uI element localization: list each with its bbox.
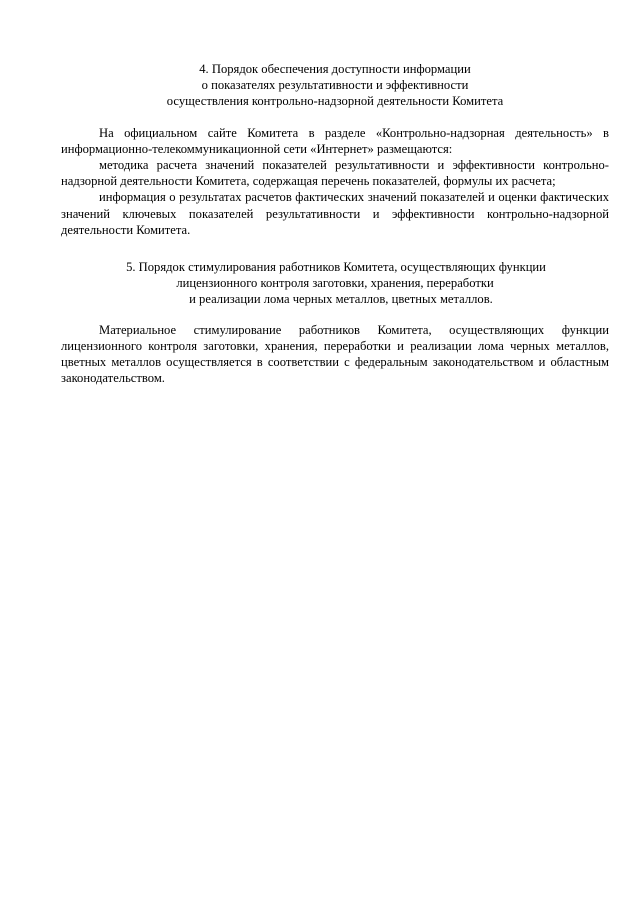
section-5-paragraph: Материальное стимулирование работников Комитета, осуществляющих функции лицензионного контроля заготовки, хранения, переработки и реализации лома черных металлов, цветных металлов осуществляется в соответствии с федеральным законодательством и областным законодательством. xyxy=(61,322,609,386)
section-4-paragraph-methodology: методика расчета значений показателей результативности и эффективности контрольно-надзорной деятельности Комитета, содержащая перечень показателей, формулы их расчета; xyxy=(61,158,609,189)
section-4-heading-line-2: о показателях результативности и эффективности xyxy=(201,78,469,93)
section-5-heading xyxy=(61,259,609,308)
section-4-heading-line-3: осуществления контрольно-надзорной деятельности Комитета xyxy=(166,94,504,109)
section-4-paragraph-results: информация о результатах расчетов фактических значений показателей и оценки фактических значений ключевых показателей результативности и эффективности контрольно-надзорной деятельности Комитета. xyxy=(61,190,609,237)
section-4-paragraph-intro: На официальном сайте Комитета в разделе «Контрольно-надзорная деятельность» в информационно-телекоммуникационной сети «Интернет» размещаются: xyxy=(61,125,609,156)
document-content xyxy=(61,61,609,386)
section-5-heading-line-1: 5. Порядок стимулирования работников Комитета, осуществляющих функции xyxy=(126,260,546,275)
section-4-heading xyxy=(61,61,609,110)
section-5-heading-line-3: и реализации лома черных металлов, цветных металлов. xyxy=(189,292,493,307)
section-5-heading-line-2: лицензионного контроля заготовки, хранения, переработки xyxy=(176,276,494,291)
section-4-heading-line-1: 4. Порядок обеспечения доступности информации xyxy=(199,62,471,76)
